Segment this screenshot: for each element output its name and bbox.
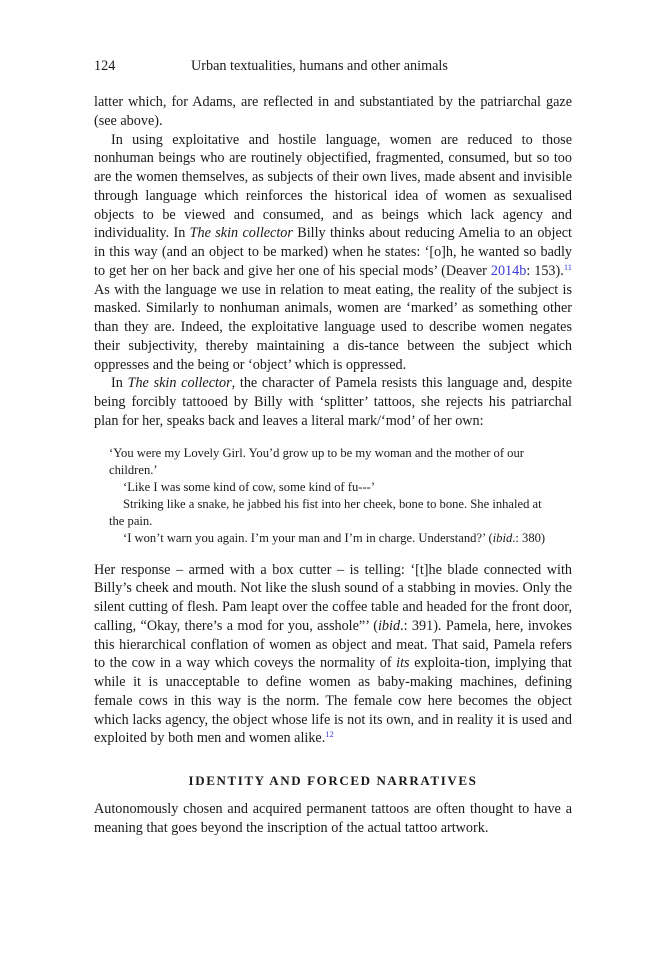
paragraph-2-text-c: : 153). — [526, 262, 564, 279]
quote-line-4-text-b: .: 380) — [512, 530, 546, 545]
paragraph-2-text-a: In using exploitative and hostile language, women are reduced to those nonhuman beings who are routinely objectified, fragmented, consumed, but so too are the women themselves, as subjects of their own lives, made absent and invisible through language which reinforces the historical idea of women as sexualised objects to be viewed and consumed, and as beings which lack agency and individuality. In — [94, 131, 572, 242]
paragraph-1-text: latter which, for Adams, are reflected in and substantiated by the patriarchal gaze (see above). — [94, 94, 572, 129]
running-header — [94, 56, 572, 76]
page-number: 124 — [94, 58, 116, 74]
paragraph-1 — [94, 93, 572, 131]
quote-line-1: ‘You were my Lovely Girl. You’d grow up to be my woman and the mother of our children.’ — [109, 445, 524, 477]
ibid-italic: ibid — [377, 617, 401, 634]
paragraph-4 — [94, 561, 572, 749]
paragraph-2 — [94, 131, 572, 375]
paragraph-3 — [94, 374, 572, 430]
quote-line-3: Striking like a snake, he jabbed his fist into her cheek, bone to bone. She inhaled at the pain. — [109, 496, 542, 528]
footnote-link-12[interactable]: 12 — [325, 729, 334, 740]
citation-link-2014b[interactable]: 2014b — [490, 262, 527, 279]
book-page — [94, 56, 572, 838]
footnote-link-11[interactable]: 11 — [563, 261, 572, 272]
paragraph-4-text-c: exploita-tion, implying that while it is unacceptable to define women as baby-making machines, defining female cows in this way is the norm. The female cow here becomes the object which lacks agency, the object whose life is not its own, and in reality it is used and exploited by both men and women alike. — [94, 655, 572, 747]
its-italic: its — [396, 655, 410, 672]
book-title-italic: The skin collector — [127, 375, 232, 392]
paragraph-2-text-b: Billy thinks about reducing Amelia to an object in this way (and an object to be marked) when he states: ‘[o]h, he wanted so badly to get her on her back and give her one of his special mods’ (Deaver — [94, 225, 573, 279]
section-heading: IDENTITY AND FORCED NARRATIVES — [188, 773, 478, 788]
quote-line-4-text-a: ‘I won’t warn you again. I’m your man and I’m in charge. Understand?’ ( — [123, 530, 493, 545]
running-title: Urban textualities, humans and other animals — [191, 58, 448, 74]
book-title-italic: The skin collector — [189, 225, 293, 242]
block-quotation — [109, 445, 557, 547]
paragraph-3-text-b: , the character of Pamela resists this language and, despite being forcibly tattooed by Billy with ‘splitter’ tattoos, she rejects his patriarchal plan for her, speaks back and leaves a literal mark/‘mod’ of her own: — [94, 375, 572, 429]
paragraph-5-text: Autonomously chosen and acquired permanent tattoos are often thought to have a meaning that goes beyond the inscription of the actual tattoo artwork. — [94, 801, 572, 836]
paragraph-2-text-d: As with the language we use in relation to meat eating, the reality of the subject is masked. Similarly to nonhuman animals, women are ‘marked’ as something other than they are. Indeed, the exploitative language used to describe women negates their subjectivity, thereby maintaining a dis-tance between the subject which oppresses and the being or ‘object’ which is oppressed. — [94, 281, 572, 373]
paragraph-4-text-a: Her response – armed with a box cutter – is telling: ‘[t]he blade connected with Billy’s cheek and mouth. Not like the slush sound of a stabbing in movies. Only the silent cutting of flesh. Pam leapt over the coffee table and headed for the front door, calling, “Okay, there’s a mod for you, asshole”’ ( — [94, 561, 572, 634]
quote-line-4 — [109, 530, 557, 547]
ibid-italic: ibid — [492, 530, 513, 545]
body-text — [94, 93, 572, 838]
quote-line-2: ‘Like I was some kind of cow, some kind of fu---’ — [123, 479, 376, 494]
paragraph-5 — [94, 800, 572, 838]
paragraph-4-text-b: .: 391). Pamela, here, invokes this hierarchical conflation of women as object and meat. That said, Pamela refers to the cow in a way which coveys the normality of — [94, 617, 572, 672]
paragraph-3-text-a: In — [111, 375, 128, 392]
